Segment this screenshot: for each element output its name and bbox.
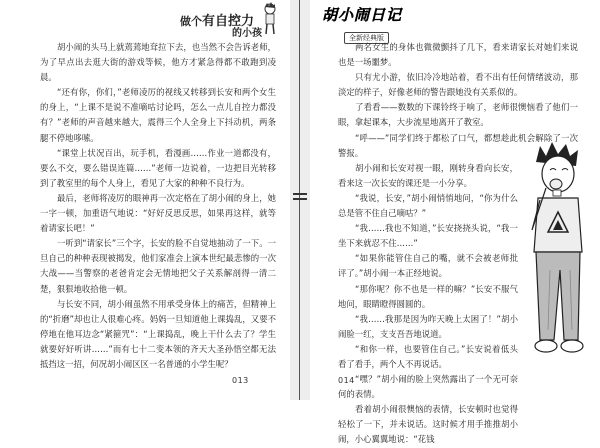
paragraph: 胡小闹和长安对视一眼，刚转身看向长安，看来这一次长安的课还是一小分享。: [338, 162, 518, 188]
right-page: [310, 0, 600, 445]
paragraph: “嘿？”胡小闹的脸上突然露出了一个无可奈何的表情。: [338, 374, 518, 400]
page-number-left: 013: [232, 376, 249, 385]
paragraph: “那你呢？你不也是一样的嘛？”长安不服气地问，眼睛瞪得圆圆的。: [338, 283, 518, 309]
page-resize-handle[interactable]: [293, 190, 307, 206]
paragraph: “还有你，你们，”老师凌厉的视线又转移到长安和两个女生的身上，“上课不是说不准嘀咕讨论吗，怎么一点儿自控力都没有？”老师的声音越来越大，震得三个人全身上下抖动机，两条腿不停地哆嗦。: [40, 87, 276, 143]
series-title: 胡小闹日记: [322, 6, 403, 24]
paragraph: 最后，老师将凌厉的眼神再一次定格在了胡小闹的身上，她一字一顿，加重语气地说：“好好反思反思，如果再这样，就等着请家长吧！”: [40, 192, 276, 234]
paragraph: 与长安不同，胡小闹虽然不用承受身体上的痛苦，但精神上的“折磨”却也让人很难心疼。妈妈一旦知道他上课捣乱，又要不停地在他耳边念“紧箍咒”：“上课捣乱，晚上干什么去了？学生就要好好听讲……”而有七十二变本领的齐天大圣孙悟空都无法抵挡这一招，何况胡小闹区区一名普通的小学生呢？: [40, 298, 276, 369]
boy-character-illustration: [522, 140, 594, 360]
paragraph: 胡小闹的头马上就蔫蔫地耷拉下去，也当然不会告诉老师，为了早点出去逛大街的游戏等候，他方才紧急得都不敢跑到凌晨。: [40, 42, 276, 83]
paragraph: “呼——”同学们终于都松了口气，都想趁此机会解除了一次警报。: [338, 132, 578, 158]
book-title-main: 有自控力: [202, 14, 255, 29]
paragraph: 了看看——数数的下课铃终于响了，老师很懊恼看了他们一眼，拿起课本，大步流星地离开了教室。: [338, 102, 578, 128]
book-title: 做个有自控力: [180, 14, 255, 29]
paragraph: 两名女生的身体也微微颤抖了几下，看来请家长对她们来说也是一场噩梦。: [338, 42, 578, 68]
right-page-header: [322, 4, 402, 44]
paragraph: 一听到“请家长”三个字，长安的脸不自觉地抽动了一下。一旦自己的种种表现被揭发，他们家准会上演本世纪最悲惨的一次大战——当警察的老爸肯定会无情地把父子关系解剖得一清二楚，狠狠地收拾他一顿。: [40, 238, 276, 294]
paragraph: “我说，长安，”胡小闹悄悄地问，“你为什么总是管不住自己嘀咕？”: [338, 192, 518, 219]
left-page: [0, 0, 290, 400]
page-number-right: 014: [338, 376, 355, 385]
page-gutter: [290, 0, 310, 400]
book-title-sub: 的小孩: [232, 28, 262, 39]
paragraph: “和你一样，也要管住自己。”长安说着低头看了看手，两个人不再说话。: [338, 343, 518, 369]
left-page-body: [40, 40, 276, 372]
paragraph: 看着胡小闹很懊恼的表情，长安顿时也觉得轻松了一下，并未说话。这时候才用手推推胡小闹，小心翼翼地说：“花钱: [338, 404, 518, 445]
paragraph: 只有尤小游，依旧冷冷地站着，看不出有任何情绪波动，那淡定的样子，好像老师的警告跟她没有关系似的。: [338, 72, 578, 98]
paragraph: “课堂上状况百出，玩手机，看漫画……作业一道都没有，要么不交，要么错误连篇……”老师一边说着，一边把目光转移到了教室里的每个人身上，看见了大家的种种不良行为。: [40, 147, 276, 188]
paragraph: “我……我那是因为昨天晚上太困了！”胡小闹脸一红，支支吾吾地说道。: [338, 313, 518, 339]
boy-mascot-illustration: [256, 2, 284, 36]
paragraph: “如果你能管住自己的嘴，就不会被老师批评了。”胡小闹一本正经地说。: [338, 253, 518, 279]
paragraph: “我……我也不知道，”长安挠挠头说，“我一坐下来就忍不住……”: [338, 223, 518, 249]
series-subtitle: 全新经典版: [344, 32, 389, 44]
